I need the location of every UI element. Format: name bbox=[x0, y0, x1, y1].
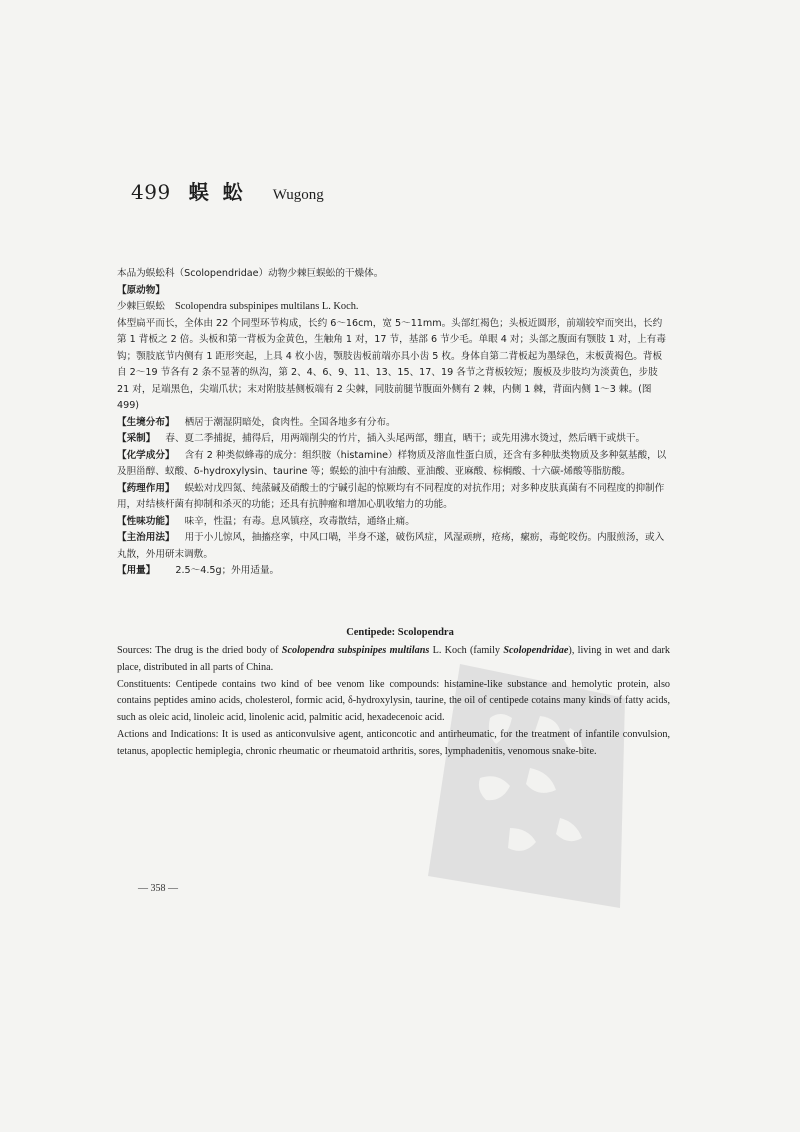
dose-heading: 【用量】 bbox=[117, 565, 156, 576]
chem-heading: 【化学成分】 bbox=[117, 449, 175, 461]
english-text-block bbox=[117, 643, 670, 761]
pharm-text: 蜈蚣对戊四氮、纯蒎碱及硝酸士的宁碱引起的惊厥均有不同程度的对抗作用；对多种皮肤真菌有不同程度的抑制作用，对结核杆菌有抑制和杀灭的功能；还具有抗肿瘤和增加心肌收缩力的功能。 bbox=[117, 482, 665, 510]
nature-paragraph bbox=[117, 514, 670, 531]
sources-post: ), living in wet and dark place, distributed in all parts of China. bbox=[117, 645, 671, 673]
constituents-paragraph: Constituents: Centipede contains two kind of bee venom like compounds: histamine-like substance and hemolytic protein, also contains peptides amino acids, cholesterol, formic acid, δ-hydroxylysin, taurine, the oil of centipede cotains many kinds of fatty acids, such as oleic acid, linoleic acid, linolenic acid, palmitic acid, hexadecenoic acid. bbox=[117, 678, 670, 724]
chem-text: 含有 2 种类似蜂毒的成分：组织胺（histamine）样物质及溶血性蛋白质，还含有多种肽类物质及多种氨基酸，以及胆甾醇、蚁酸、δ-hydroxylysin、taurine 等；蜈蚣的油中有油酸、亚油酸、亚麻酸、棕榈酸、十六碳-烯酸等脂肪酸。 bbox=[117, 449, 667, 477]
habitat-paragraph bbox=[117, 415, 670, 432]
page-number: — 358 — bbox=[138, 883, 178, 894]
sources-paragraph bbox=[117, 643, 670, 677]
sources-mid: L. Koch (family bbox=[432, 645, 501, 656]
dose-paragraph bbox=[117, 563, 670, 580]
collect-text: 春、夏二季捕捉，捕得后，用两端削尖的竹片，插入头尾两部，绷直，晒干；或先用沸水烫过，然后晒干或烘干。 bbox=[165, 433, 646, 444]
english-title: Centipede: Scolopendra bbox=[346, 627, 454, 638]
pharm-paragraph bbox=[117, 481, 670, 514]
origin-species-line bbox=[117, 299, 670, 316]
origin-heading: 【原动物】 bbox=[117, 284, 165, 296]
sources-pre: The drug is the dried body of bbox=[155, 645, 279, 656]
description-paragraph: 体型扁平而长，全体由 22 个同型环节构成，长约 6～16cm，宽 5～11mm。头部红褐色；头板近圆形，前端较窄而突出，长约第 1 背板之 2 倍。头板和第一背板为金黄色，生触角 1 对，17 节，基部 6 节少毛。单眼 4 对；头部之腹面有颚肢 1 对，上有毒钩；颚肢底节内侧有 1 距形突起，上具 4 枚小齿，颚肢齿板前端亦具小齿 5 枚。身体自第二背板起为墨绿色，末板黄褐色。背板自 2～19 节各有 2 条不显著的纵沟，第 2、4、6、9、11、13、15、17、19 各节之背板较短；腹板及步肢均为淡黄色，步肢 21 对，足端黑色，尖端爪状；末对附肢基侧板端有 2 尖棘，同肢前腿节腹面外侧有 2 棘，内侧 1 棘，背面内侧 1～3 棘。(图 499) bbox=[117, 317, 666, 411]
collect-paragraph bbox=[117, 431, 670, 448]
indic-text: 用于小儿惊风，抽搐痉挛，中风口喎，半身不遂，破伤风症，风湿顽痹，疮疡，瘰疬，毒蛇咬伤。内服煎汤，或入丸散，外用研末调敷。 bbox=[117, 532, 665, 560]
entry-name-chinese: 蜈蚣 bbox=[188, 180, 257, 204]
intro-paragraph: 本品为蜈蚣科（Scolopendridae）动物少棘巨蜈蚣的干燥体。 bbox=[117, 268, 384, 279]
chem-paragraph bbox=[117, 448, 670, 481]
origin-latin: Scolopendra subspinipes multilans L. Koch. bbox=[174, 301, 359, 312]
chinese-text-block bbox=[117, 266, 670, 580]
pharm-heading: 【药理作用】 bbox=[117, 482, 175, 494]
entry-title bbox=[131, 176, 324, 208]
indic-paragraph bbox=[117, 530, 670, 563]
dose-text: 2.5～4.5g；外用适量。 bbox=[175, 565, 280, 576]
entry-number: 499 bbox=[131, 180, 171, 204]
collect-heading: 【采制】 bbox=[117, 433, 156, 444]
habitat-text: 栖居于潮湿阴暗处，食肉性。全国各地多有分布。 bbox=[184, 416, 396, 428]
actions-paragraph: Actions and Indications: It is used as anticonvulsive agent, anticoncotic and antirheumatic, for the treatment of infantile convulsion, tetanus, apoplectic hemiplegia, chronic rheumatic or rheumatoid arthritis, sores, lymphadenitis, venomous snake-bite. bbox=[117, 728, 670, 757]
indic-heading: 【主治用法】 bbox=[117, 532, 175, 543]
nature-text: 味辛，性温；有毒。息风镇痉，攻毒散结，通络止痛。 bbox=[184, 515, 415, 527]
nature-heading: 【性味功能】 bbox=[117, 515, 175, 527]
sources-latin: Scolopendra subspinipes multilans bbox=[281, 645, 430, 656]
origin-species: 少棘巨蜈蚣 bbox=[117, 301, 165, 312]
habitat-heading: 【生境分布】 bbox=[117, 416, 175, 428]
sources-label: Sources: bbox=[117, 645, 153, 656]
entry-name-pinyin: Wugong bbox=[272, 187, 324, 203]
sources-family: Scolopendridae bbox=[503, 645, 569, 656]
